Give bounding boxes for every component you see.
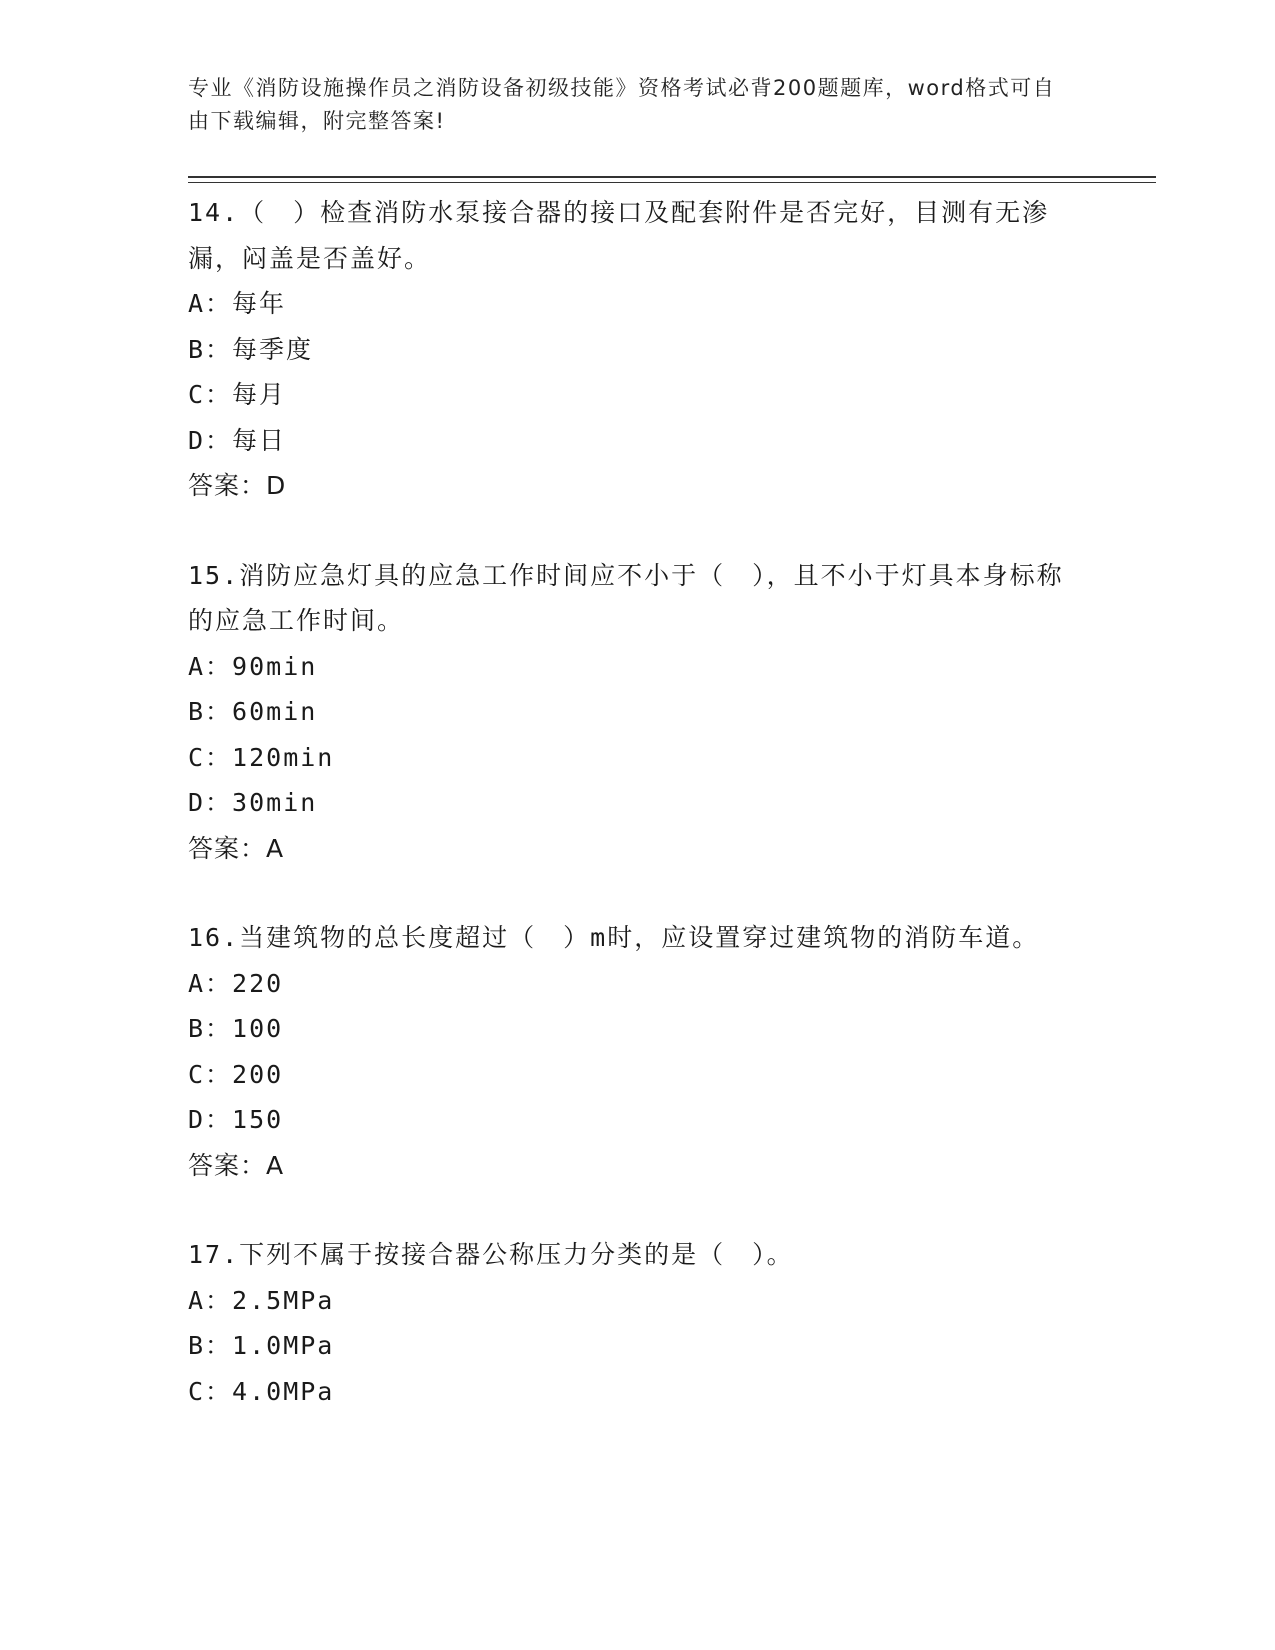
option-a: A：90min (188, 651, 318, 681)
question-17 (188, 1232, 1068, 1414)
option-c: C：200 (188, 1059, 284, 1089)
question-stem: 14.（ ）检查消防水泵接合器的接口及配套附件是否完好，目测有无渗漏，闷盖是否盖好。 (188, 198, 1050, 273)
header-divider-bottom (188, 182, 1156, 183)
option-d: D：150 (188, 1105, 284, 1134)
option-c: C：4.0MPa (188, 1376, 335, 1406)
question-stem: 16.当建筑物的总长度超过（ ）m时，应设置穿过建筑物的消防车道。 (188, 923, 1040, 952)
option-a: A：2.5MPa (188, 1285, 335, 1315)
option-b: B：每季度 (188, 334, 314, 364)
document-header: 专业《消防设施操作员之消防设备初级技能》资格考试必背200题题库，word格式可自由下载编辑，附完整答案! (188, 76, 1056, 133)
question-15 (188, 553, 1068, 872)
question-list (188, 190, 1068, 1458)
option-b: B：60min (188, 697, 318, 726)
option-c: C：120min (188, 742, 335, 772)
answer: 答案：D (188, 471, 287, 500)
answer: 答案：A (188, 833, 285, 863)
option-c: C：每月 (188, 380, 287, 409)
answer: 答案：A (188, 1150, 285, 1180)
option-a: A：220 (188, 968, 284, 998)
question-stem: 15.消防应急灯具的应急工作时间应不小于（ ），且不小于灯具本身标称的应急工作时间。 (188, 560, 1064, 635)
option-d: D：30min (188, 788, 318, 817)
header-divider-top (188, 176, 1156, 178)
option-b: B：100 (188, 1014, 284, 1043)
option-b: B：1.0MPa (188, 1331, 335, 1360)
option-d: D：每日 (188, 425, 287, 455)
question-14 (188, 190, 1068, 509)
option-a: A：每年 (188, 289, 287, 318)
question-16 (188, 915, 1068, 1188)
question-stem: 17.下列不属于按接合器公称压力分类的是（ ）。 (188, 1240, 794, 1269)
